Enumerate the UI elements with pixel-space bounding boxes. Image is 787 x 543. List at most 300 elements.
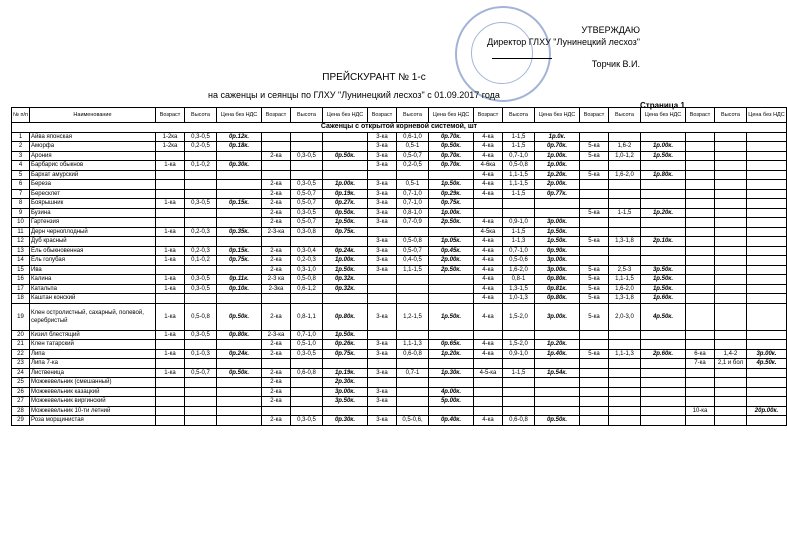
table-cell [609,199,641,209]
table-cell [262,359,291,369]
table-cell: 5-ка [580,151,609,161]
price-cell: 1р.19к. [323,368,368,378]
table-cell: 3-ка [368,416,397,426]
price-cell [641,132,686,142]
table-cell: 0,6-1,2 [291,284,323,294]
price-cell [217,180,262,190]
table-row [12,349,787,359]
table-cell [580,199,609,209]
table-cell [715,218,747,228]
table-cell [580,218,609,228]
plant-name: Береза [30,180,156,190]
price-cell [323,132,368,142]
table-cell [503,330,535,340]
table-cell [156,265,185,275]
price-cell: 0р.32к. [323,275,368,285]
table-cell: 1-1,5 [503,142,535,152]
table-cell [686,256,715,266]
table-cell [609,378,641,388]
table-cell [368,275,397,285]
price-cell [217,416,262,426]
price-cell: 0р.75к. [429,199,474,209]
table-cell: 3-ка [368,237,397,247]
table-cell: 2-ка [262,256,291,266]
price-cell: 0р.70к. [429,161,474,171]
table-cell: 0,3-0,8 [291,227,323,237]
price-cell: 1р.50к. [641,151,686,161]
table-cell [397,275,429,285]
table-cell [474,359,503,369]
table-cell [686,303,715,330]
table-cell: 1,5-2,0 [503,340,535,350]
price-cell [323,359,368,369]
plant-name: Ива [30,265,156,275]
table-cell [185,359,217,369]
table-cell: 1,6-2,0 [609,284,641,294]
price-cell [429,330,474,340]
table-cell [291,142,323,152]
table-cell [580,256,609,266]
table-cell: 0,6-0,8 [397,349,429,359]
table-cell: 2,5-3 [609,265,641,275]
table-cell [156,397,185,407]
plant-name: Дуб красный [30,237,156,247]
price-cell: 3р.00к. [535,218,580,228]
table-cell [715,180,747,190]
column-header: Высота [715,108,747,123]
table-cell: 2-ка [262,349,291,359]
table-cell: 1,1-1,5 [609,275,641,285]
table-cell [156,208,185,218]
table-row [12,359,787,369]
table-row [12,170,787,180]
table-cell: 4-ка [474,284,503,294]
price-cell [641,246,686,256]
table-cell: 4-5-ка [474,368,503,378]
column-header: Возраст [686,108,715,123]
table-cell [397,330,429,340]
price-cell [747,416,787,426]
table-cell: 3-ка [368,303,397,330]
row-number: 22 [12,349,30,359]
table-cell [185,340,217,350]
plant-name: Можжевельник 10-ти летний [30,406,156,416]
price-cell [535,406,580,416]
table-cell: 0,5-0,6, [397,416,429,426]
table-cell: 10-ка [686,406,715,416]
table-cell: 3-ка [368,208,397,218]
table-cell: 0,8-1 [503,275,535,285]
table-cell: 0,7-0,9 [397,218,429,228]
table-row [12,294,787,304]
table-cell [397,227,429,237]
table-cell: 1-2ка [156,132,185,142]
row-number: 17 [12,284,30,294]
table-cell [185,189,217,199]
table-cell: 0,3-0,5 [185,284,217,294]
table-row [12,330,787,340]
price-cell [747,142,787,152]
table-cell [609,132,641,142]
table-cell [368,294,397,304]
table-cell: 0,9-1,0 [503,349,535,359]
table-cell [715,256,747,266]
row-number: 14 [12,256,30,266]
table-cell: 0,3-0,5 [291,208,323,218]
table-cell: 1,3-1,5 [503,284,535,294]
table-cell: 3-ка [368,340,397,350]
table-cell: 1,0-1,2 [609,151,641,161]
price-cell: 2р.00к. [535,180,580,190]
table-cell: 0,6-1,0 [397,132,429,142]
price-cell: 2р.30к. [323,378,368,388]
price-cell [217,189,262,199]
table-cell [715,406,747,416]
table-cell [686,208,715,218]
table-cell [686,199,715,209]
table-cell [686,161,715,171]
table-cell [368,170,397,180]
table-cell: 0,5-0,7 [397,246,429,256]
price-cell: 1р.50к. [535,227,580,237]
column-header: Наименование [30,108,156,123]
table-cell: 0,5-1,0 [291,340,323,350]
table-cell: 4-5ка [474,227,503,237]
table-cell [262,132,291,142]
table-cell [262,406,291,416]
table-cell [474,387,503,397]
table-cell: 2-ка [262,416,291,426]
table-cell: 3-ка [368,349,397,359]
table-cell [185,237,217,247]
table-cell [397,359,429,369]
table-cell [397,397,429,407]
price-cell [747,256,787,266]
column-header: Возраст [262,108,291,123]
table-cell: 2-ка [262,199,291,209]
table-cell [368,378,397,388]
price-cell: 2р.50к. [429,218,474,228]
table-cell: 0,7-1,0 [397,189,429,199]
table-cell: 1-ка [156,275,185,285]
table-cell [474,406,503,416]
table-cell: 1-ка [156,246,185,256]
price-cell [429,378,474,388]
price-cell [535,359,580,369]
table-cell [185,397,217,407]
table-cell [686,378,715,388]
price-cell: 0р.50к. [535,416,580,426]
table-cell [686,132,715,142]
table-cell: 4-ка [474,151,503,161]
price-cell: 0р.50к. [217,303,262,330]
table-row [12,237,787,247]
price-cell: 0р.70к. [429,151,474,161]
table-cell [715,237,747,247]
row-number: 24 [12,368,30,378]
table-cell: 4-6ка [474,161,503,171]
table-cell [185,265,217,275]
table-cell [580,359,609,369]
signature-line [492,58,552,59]
table-cell [715,284,747,294]
table-cell: 0,6-0,8 [291,368,323,378]
table-cell [580,161,609,171]
price-cell [535,199,580,209]
price-cell: 3р.00к. [747,349,787,359]
table-cell: 1-ка [156,256,185,266]
price-cell [747,303,787,330]
table-cell: 4-ка [474,170,503,180]
table-cell: 5-ка [580,275,609,285]
price-cell: 1р.05к. [429,237,474,247]
table-cell [185,170,217,180]
price-cell [747,340,787,350]
table-cell: 3-ка [368,218,397,228]
table-row [12,340,787,350]
table-cell [686,340,715,350]
table-cell [368,330,397,340]
table-cell [397,406,429,416]
table-cell: 0,3-0,4 [291,246,323,256]
price-cell: 0р.70к. [535,142,580,152]
table-cell [291,132,323,142]
table-cell [715,275,747,285]
table-cell [185,151,217,161]
table-cell: 0,9-1,0 [503,218,535,228]
table-cell [609,330,641,340]
table-cell [609,359,641,369]
table-cell: 4-ка [474,349,503,359]
row-number: 11 [12,227,30,237]
price-cell [323,161,368,171]
price-cell [323,237,368,247]
table-cell: 0,8-1,0 [397,208,429,218]
table-row [12,256,787,266]
plant-name: Можжевельник виргинский [30,397,156,407]
table-cell: 3-ка [368,368,397,378]
table-cell [609,368,641,378]
row-number: 18 [12,294,30,304]
row-number: 1 [12,132,30,142]
table-cell [580,368,609,378]
price-cell: 20р.00к. [747,406,787,416]
table-cell: 0,3-0,5 [185,132,217,142]
row-number: 7 [12,189,30,199]
price-cell: 1р.40к. [535,349,580,359]
approve-position: Директор ГЛХУ "Лунинецкий лесхоз" [487,37,640,47]
column-header: Цена без НДС [429,108,474,123]
table-cell: 3-ка [368,387,397,397]
table-cell [715,368,747,378]
column-header: Высота [397,108,429,123]
table-cell: 5-ка [580,237,609,247]
price-cell: 0р.15к. [217,199,262,209]
table-cell [609,406,641,416]
price-cell: 0р.90к. [535,246,580,256]
price-cell: 4р.50к. [641,303,686,330]
table-cell [686,397,715,407]
price-cell [217,359,262,369]
table-row [12,378,787,388]
row-number: 21 [12,340,30,350]
table-cell [580,330,609,340]
price-cell: 1р.00к. [429,208,474,218]
table-cell: 5-ка [580,303,609,330]
table-cell [715,246,747,256]
plant-name: Ель обыкновенная [30,246,156,256]
approval-block [470,24,640,70]
plant-name: Арония [30,151,156,161]
row-number: 4 [12,161,30,171]
table-cell [715,199,747,209]
table-cell: 0,5-0,7 [291,189,323,199]
price-cell: 1р.50к. [429,180,474,190]
column-header: Высота [609,108,641,123]
table-cell: 0,2-0,5 [397,161,429,171]
price-cell: 0р.80к. [323,303,368,330]
price-cell [747,368,787,378]
table-cell: 2-ка [262,378,291,388]
table-cell [368,359,397,369]
price-cell: 0р.81к. [535,284,580,294]
price-cell [641,406,686,416]
table-cell [686,218,715,228]
price-cell [217,265,262,275]
table-cell: 0,5-0,7 [397,151,429,161]
table-cell [609,180,641,190]
price-cell [535,330,580,340]
table-cell: 0,7-1 [397,368,429,378]
table-cell [686,170,715,180]
price-cell: 2р.00к. [429,256,474,266]
table-cell: 2-ка [262,303,291,330]
table-cell [686,387,715,397]
row-number: 6 [12,180,30,190]
price-cell [641,340,686,350]
table-cell: 0,5-0,8 [185,303,217,330]
row-number: 25 [12,378,30,388]
table-cell [609,340,641,350]
table-cell [291,387,323,397]
plant-name: Можжевельник казацкий [30,387,156,397]
table-cell: 4-ка [474,294,503,304]
price-cell [747,397,787,407]
price-cell [641,199,686,209]
price-cell [535,387,580,397]
price-cell: 0р.50к. [323,208,368,218]
table-cell: 4-ка [474,180,503,190]
price-cell [641,416,686,426]
table-cell: 1,6-2,0 [503,265,535,275]
price-cell: 1р.54к. [535,368,580,378]
price-cell: 0р.11к. [217,275,262,285]
price-cell [323,406,368,416]
price-cell [641,378,686,388]
table-cell [580,340,609,350]
price-cell [323,142,368,152]
price-cell: 2р.50к. [429,265,474,275]
price-cell: 0р.15к. [217,246,262,256]
price-cell: 0р.75к. [217,256,262,266]
table-cell [715,265,747,275]
table-cell: 0,5-0,7 [291,199,323,209]
price-cell [747,151,787,161]
table-cell [715,397,747,407]
table-cell [503,359,535,369]
price-cell: 1р.20к. [641,208,686,218]
table-cell [609,256,641,266]
table-cell [715,378,747,388]
table-row [12,132,787,142]
table-cell: 0,2-0,3 [185,246,217,256]
table-cell: 1,6-2,0 [609,170,641,180]
plant-name: Липа [30,349,156,359]
table-cell: 4-ка [474,265,503,275]
price-cell: 4р.00к. [429,387,474,397]
table-cell [715,303,747,330]
table-cell [580,406,609,416]
table-cell: 2-ка [262,180,291,190]
price-cell [323,294,368,304]
table-cell: 0,5-0,7 [291,218,323,228]
table-cell: 1-1,5 [609,208,641,218]
column-header: Возраст [156,108,185,123]
table-row [12,227,787,237]
table-cell: 3-ка [368,180,397,190]
price-cell: 3р.00к. [535,303,580,330]
table-cell [715,387,747,397]
table-cell: 6-ка [686,349,715,359]
table-cell: 1-ка [156,199,185,209]
table-cell: 3-ка [368,256,397,266]
table-cell: 4-ка [474,237,503,247]
table-cell: 7-ка [686,359,715,369]
table-cell: 2-ка [262,151,291,161]
table-cell [580,378,609,388]
table-cell: 0,1-0,2 [185,161,217,171]
table-cell [580,387,609,397]
table-cell: 3-ка [368,265,397,275]
table-cell: 0,7-1,0 [503,151,535,161]
table-row [12,275,787,285]
price-cell [217,397,262,407]
table-cell: 1-1,3 [503,237,535,247]
table-cell: 0,2-0,3 [291,256,323,266]
price-cell [217,170,262,180]
table-cell [503,397,535,407]
row-number: 3 [12,151,30,161]
table-row [12,189,787,199]
table-cell [609,227,641,237]
price-cell [747,275,787,285]
row-number: 10 [12,218,30,228]
price-cell: 0р.18к. [217,142,262,152]
table-cell: 2-ка [262,189,291,199]
table-cell [291,406,323,416]
table-cell [474,199,503,209]
table-cell: 0,3-0,5 [185,330,217,340]
table-cell: 2-ка [262,246,291,256]
table-cell: 0,3-0,5 [291,349,323,359]
table-cell: 1,3-1,8 [609,294,641,304]
table-cell: 0,5-1 [397,180,429,190]
table-cell [368,406,397,416]
table-row [12,151,787,161]
column-header: № п/п [12,108,30,123]
table-cell: 2-3ка [262,284,291,294]
table-cell: 0,6-0,8 [503,416,535,426]
